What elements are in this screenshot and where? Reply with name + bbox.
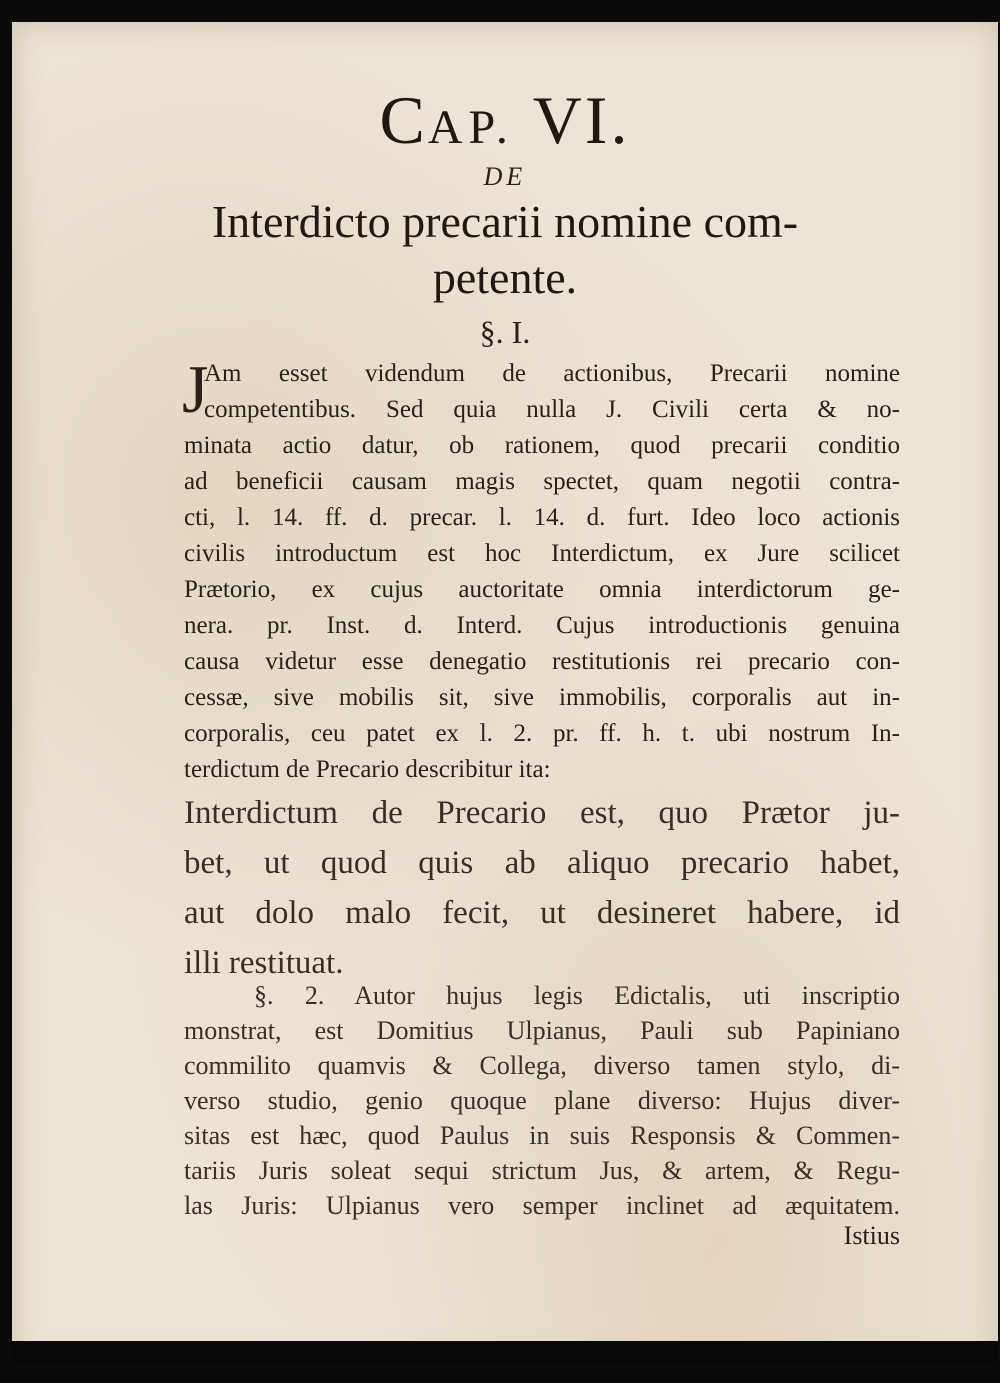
text-line: ad beneficii causam magis spectet, quam negotii contra-: [184, 468, 900, 495]
text-line: minata actio datur, ob rationem, quod precarii conditio: [184, 432, 900, 459]
text-line: cessæ, sive mobilis sit, sive immobilis, corporalis aut in-: [184, 684, 900, 711]
text-line: commilito quamvis & Collega, diverso tamen stylo, di-: [184, 1051, 900, 1080]
de-label: DE: [483, 162, 527, 191]
definition-block: [184, 788, 900, 988]
text-line: sitas est hæc, quod Paulus in suis Responsis & Commen-: [184, 1121, 900, 1150]
chapter-number: VI.: [532, 82, 631, 158]
text-line: §. 2. Autor hujus legis Edictalis, uti inscriptio: [254, 981, 900, 1010]
text-line: nera. pr. Inst. d. Interd. Cujus introductionis genuina: [184, 612, 900, 639]
text-line: verso studio, genio quoque plane diverso: Hujus diver-: [184, 1086, 900, 1115]
text-line: Prætorio, ex cujus auctoritate omnia interdictorum ge-: [184, 576, 900, 603]
definition-line: bet, ut quod quis ab aliquo precario habet,: [184, 845, 900, 881]
definition-line: aut dolo malo fecit, ut desineret habere, id: [184, 895, 900, 931]
section-marker: §. I.: [479, 314, 531, 350]
definition-line: illi restituat.: [184, 945, 344, 981]
definition-line: Interdictum de Precario est, quo Prætor ju-: [184, 795, 900, 831]
title-line-1: Interdicto precarii nomine com-: [211, 196, 799, 247]
scan-border: [12, 1341, 998, 1362]
paragraph-1: [182, 351, 900, 788]
title-line-2: petente.: [432, 252, 578, 303]
text-line: civilis introductum est hoc Interdictum, ex Jure scilicet: [184, 540, 900, 567]
text-line: competentibus. Sed quia nulla J. Civili certa & no-: [204, 396, 900, 423]
chapter-ap: AP.: [427, 101, 514, 154]
drop-cap: J: [182, 351, 209, 427]
chapter-heading: [12, 82, 998, 158]
text-line: monstrat, est Domitius Ulpianus, Pauli sub Papiniano: [184, 1016, 900, 1045]
chapter-title: [72, 194, 938, 306]
paragraph-2: [184, 978, 900, 1223]
text-line: Am esset videndum de actionibus, Precarii nomine: [204, 360, 900, 387]
catchword: Istius: [843, 1221, 900, 1250]
text-line: tariis Juris soleat sequi strictum Jus, & artem, & Regu-: [184, 1156, 900, 1185]
text-line: causa videtur esse denegatio restitutionis rei precario con-: [184, 648, 900, 675]
text-line: corporalis, ceu patet ex l. 2. pr. ff. h. t. ubi nostrum In-: [184, 720, 900, 747]
text-line: las Juris: Ulpianus vero semper inclinet ad æquitatem.: [184, 1191, 900, 1220]
chapter-cap-letter: C: [379, 82, 428, 158]
book-page: [12, 22, 998, 1362]
text-line: cti, l. 14. ff. d. precar. l. 14. d. furt. Ideo loco actionis: [184, 504, 900, 531]
text-line: terdictum de Precario describitur ita:: [184, 756, 551, 783]
